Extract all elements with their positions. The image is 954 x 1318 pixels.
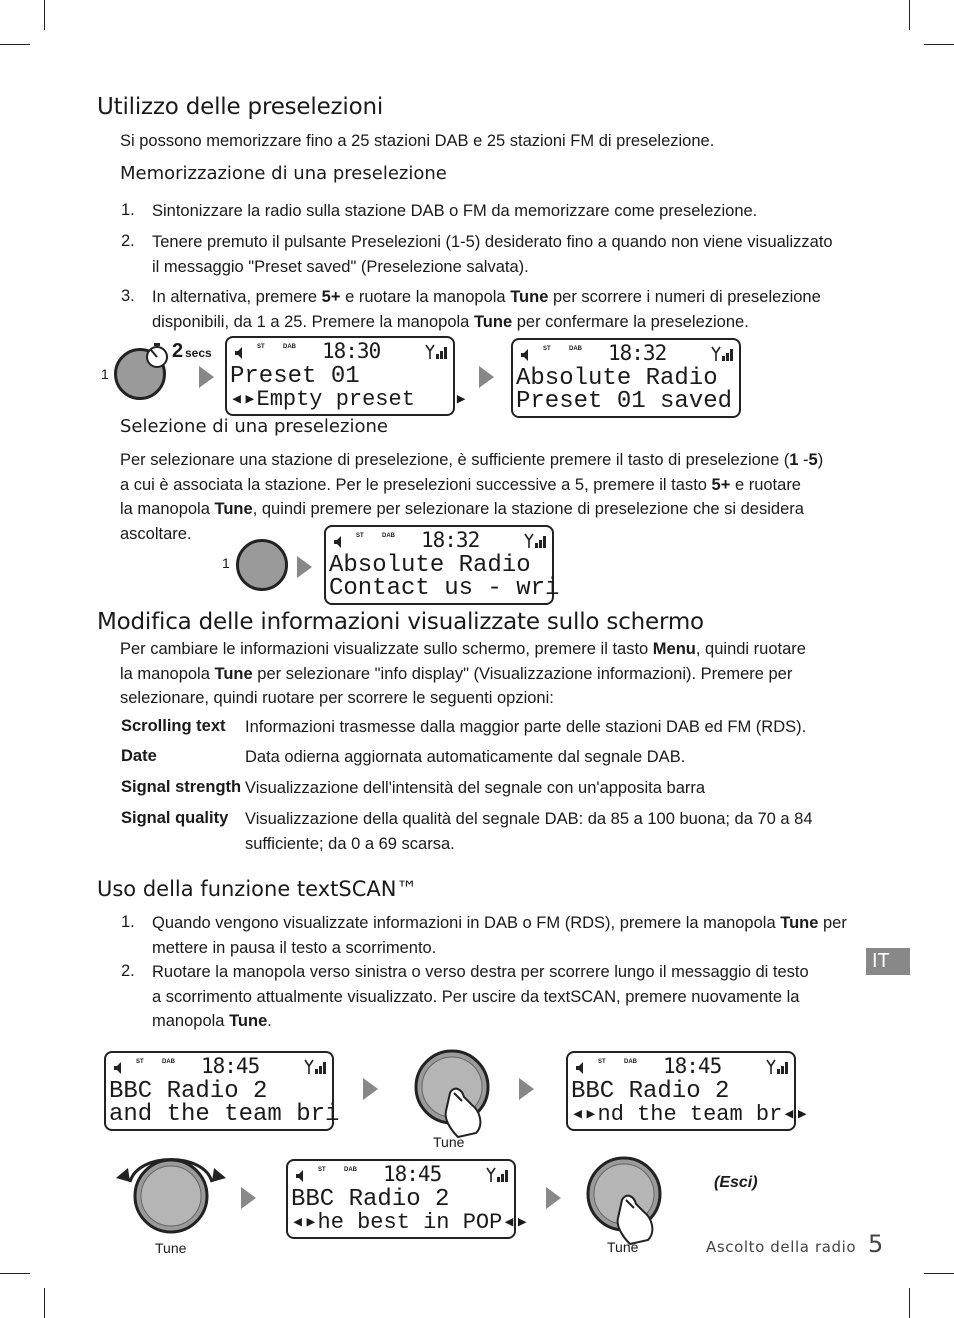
lcd-display-preset-select: [324, 525, 560, 605]
speaker-icon: [233, 346, 247, 360]
intro-text: Si possono memorizzare fino a 25 stazioni DAB e 25 stazioni FM di preselezione.: [120, 132, 715, 150]
step-text: Tenere premuto il pulsante Preselezioni (1-5) desiderato fino a quando non viene visualizzato il messaggio "Preset saved" (Preselezione salvata).: [152, 233, 833, 276]
hold-duration-unit: secs: [185, 346, 212, 360]
lcd-time: 18:32: [608, 341, 667, 365]
lcd-line-2: ◂▸nd the team br◂▸: [571, 1102, 809, 1127]
signal-strength-icon: [766, 1059, 790, 1075]
lcd-line-2: ◂▸he best in POP◂▸: [291, 1210, 529, 1235]
dab-indicator: DAB: [283, 344, 296, 350]
subsection-title-select: Selezione di una preselezione: [120, 416, 388, 437]
tune-knob-rotate-icon: [108, 1138, 234, 1250]
tune-knob-label: Tune: [155, 1240, 187, 1256]
section-title-presets: Utilizzo delle preselezioni: [97, 94, 384, 120]
stopwatch-icon: [142, 341, 172, 371]
option-term: Signal strength: [121, 778, 242, 796]
hold-duration-number: 2: [172, 340, 184, 362]
stereo-indicator: ST: [136, 1059, 144, 1065]
lcd-line-1: Absolute Radio: [516, 365, 718, 392]
lcd-line-1: BBC Radio 2: [109, 1078, 268, 1105]
lcd-time: 18:30: [322, 339, 381, 363]
preset-button-label: 1: [222, 555, 230, 571]
tune-knob-label: Tune: [433, 1134, 465, 1150]
footer-section-name: Ascolto della radio: [706, 1238, 857, 1256]
step-text: Quando vengono visualizzate informazioni in DAB o FM (RDS), premere la manopola Tune per mettere in pausa il testo a scorrimento.: [152, 914, 847, 957]
signal-strength-icon: [425, 344, 449, 360]
step-text: Sintonizzare la radio sulla stazione DAB o FM da memorizzare come preselezione.: [152, 202, 758, 220]
option-desc: Visualizzazione dell'intensità del segnale con un'apposita barra: [245, 779, 706, 797]
step-number: 2.: [121, 232, 135, 250]
arrow-icon: [363, 1078, 378, 1100]
lcd-line-1: Preset 01: [230, 363, 360, 390]
lcd-time: 18:45: [201, 1054, 260, 1078]
option-desc: Informazioni trasmesse dalla maggior parte delle stazioni DAB ed FM (RDS).: [245, 718, 807, 736]
speaker-icon: [112, 1061, 126, 1075]
lcd-line-1: BBC Radio 2: [291, 1186, 450, 1213]
signal-strength-icon: [711, 346, 735, 362]
step-number: 3.: [121, 287, 135, 305]
tune-knob-exit-icon: [582, 1152, 682, 1247]
lcd-display-preset-saved: [511, 338, 741, 418]
signal-strength-icon: [486, 1167, 510, 1183]
stereo-indicator: ST: [318, 1167, 326, 1173]
step-text: In alternativa, premere 5+ e ruotare la manopola Tune per scorrere i numeri di preselezione disponibili, da 1 a 25. Premere la manopola Tune per confermare la preselezione.: [152, 288, 821, 331]
signal-strength-icon: [524, 533, 548, 549]
preset-button-label: 1: [101, 366, 109, 382]
lcd-time: 18:32: [421, 528, 480, 552]
dab-indicator: DAB: [569, 346, 582, 352]
option-term: Signal quality: [121, 809, 229, 827]
display-info-paragraph: Per cambiare le informazioni visualizzate sullo schermo, premere il tasto Menu, quindi ruotare la manopola Tune per selezionare "info display" (Visualizzazione informazioni). Premere per selezionare, quindi ruotare per scorrere le seguenti opzioni:: [120, 640, 806, 707]
section-title-textscan: Uso della funzione textSCAN™: [97, 877, 418, 901]
lcd-time: 18:45: [383, 1162, 442, 1186]
lcd-time: 18:45: [663, 1054, 722, 1078]
step-number: 2.: [121, 962, 135, 980]
lcd-line-2: and the team bri: [109, 1101, 340, 1128]
step-text: Ruotare la manopola verso sinistra o verso destra per scorrere lungo il messaggio di testo a scorrimento attualmente visualizzato. Per uscire da textSCAN, premere nuovamente la manopola Tune.: [152, 963, 809, 1030]
arrow-icon: [546, 1187, 561, 1209]
option-term: Scrolling text: [121, 717, 226, 735]
dab-indicator: DAB: [624, 1059, 637, 1065]
lcd-line-2: ◂▸Empty preset ▸: [230, 387, 468, 412]
lcd-line-2: Preset 01 saved: [516, 388, 733, 415]
step-number: 1.: [121, 913, 135, 931]
dab-indicator: DAB: [344, 1167, 357, 1173]
arrow-icon: [241, 1187, 256, 1209]
preset-button: [236, 539, 288, 591]
option-desc: Visualizzazione della qualità del segnale DAB: da 85 a 100 buona; da 70 a 84 sufficiente; da 0 a 69 scarsa.: [245, 810, 813, 853]
lcd-line-1: BBC Radio 2: [571, 1078, 730, 1105]
stereo-indicator: ST: [257, 344, 265, 350]
option-desc: Data odierna aggiornata automaticamente dal segnale DAB.: [245, 748, 686, 766]
speaker-icon: [519, 348, 533, 362]
lcd-display-scroll: [104, 1051, 340, 1131]
subsection-title-store: Memorizzazione di una preselezione: [120, 163, 447, 184]
tune-knob-label: Tune: [607, 1239, 639, 1255]
option-term: Date: [121, 747, 157, 765]
dab-indicator: DAB: [382, 533, 395, 539]
page-number: 5: [868, 1230, 884, 1258]
speaker-icon: [574, 1061, 588, 1075]
arrow-icon: [297, 556, 312, 578]
lcd-display-scan-scroll: [286, 1159, 529, 1239]
lcd-display-scan-paused: [566, 1051, 809, 1131]
arrow-icon: [479, 366, 494, 388]
exit-label: (Esci): [714, 1174, 758, 1191]
arrow-icon: [199, 366, 214, 388]
stereo-indicator: ST: [356, 533, 364, 539]
speaker-icon: [294, 1169, 308, 1183]
stereo-indicator: ST: [543, 346, 551, 352]
section-title-display-info: Modifica delle informazioni visualizzate sullo schermo: [97, 609, 704, 635]
speaker-icon: [332, 535, 346, 549]
lcd-line-2: Contact us - wri: [329, 575, 560, 602]
stereo-indicator: ST: [598, 1059, 606, 1065]
select-paragraph: Per selezionare una stazione di preselezione, è sufficiente premere il tasto di preselezione (1 -5) a cui è associata la stazione. Per le preselezioni successive a 5, premere il tasto 5+ e ruotare la manopola Tune, quindi premere per selezionare la stazione di preselezione che si desidera ascoltare.: [120, 451, 824, 543]
dab-indicator: DAB: [162, 1059, 175, 1065]
step-number: 1.: [121, 201, 135, 219]
tune-knob-press-icon: [410, 1045, 500, 1140]
arrow-icon: [519, 1078, 534, 1100]
lcd-display-preset-empty: [225, 336, 468, 416]
signal-strength-icon: [304, 1059, 328, 1075]
language-tab: IT: [866, 948, 910, 975]
lcd-line-1: Absolute Radio: [329, 552, 531, 579]
